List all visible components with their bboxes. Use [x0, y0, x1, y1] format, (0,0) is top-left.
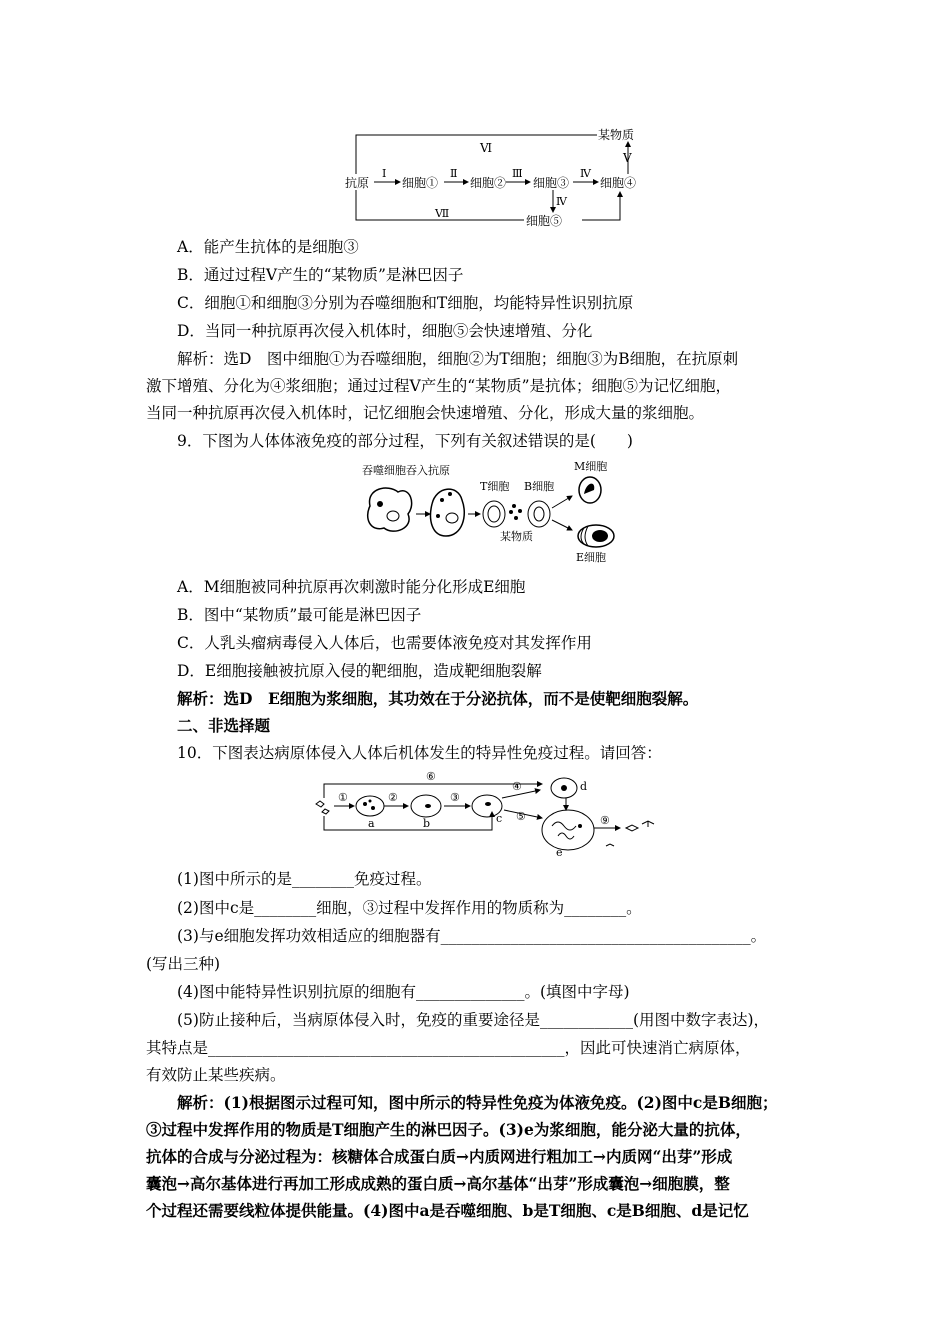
q8-explanation-line3: 当同一种抗原再次侵入机体时，记忆细胞会快速增殖、分化，形成大量的浆细胞。: [146, 404, 705, 422]
q8-explanation-line2: 激下增殖、分化为④浆细胞；通过过程Ⅴ产生的“某物质”是抗体；细胞⑤为记忆细胞，: [146, 377, 732, 395]
q9-option-b: B．图中“某物质”最可能是淋巴因子: [177, 606, 422, 624]
antigen-label: 抗原: [345, 176, 370, 190]
figure-immune-process-1: [340, 122, 650, 232]
cell2-label: 细胞②: [470, 176, 507, 190]
q8-option-a: A．能产生抗体的是细胞③: [177, 238, 359, 256]
roman-iv-down: Ⅳ: [556, 195, 567, 208]
figure-specific-immunity: [310, 768, 680, 860]
q10-explanation-line1: 解析：(1)根据图示过程可知，图中所示的特异性免疫为体液免疫。(2)图中c是B细胞；: [177, 1093, 778, 1112]
cell1-label: 细胞①: [402, 176, 439, 190]
q9-explanation: 解析：选D E细胞为浆细胞，其功效在于分泌抗体，而不是使靶细胞裂解。: [177, 689, 699, 708]
roman-ii: Ⅱ: [450, 167, 458, 180]
q8-option-b: B．通过过程Ⅴ产生的“某物质”是淋巴因子: [177, 266, 464, 284]
q9-option-d: D．E细胞接触被抗原入侵的靶细胞，造成靶细胞裂解: [177, 662, 542, 680]
q10-sub3: (3)与e细胞发挥功效相适应的细胞器有________________________________________。: [177, 927, 767, 945]
step-4-label: ④: [512, 780, 522, 793]
step-9-label: ⑨: [600, 814, 610, 827]
q10-sub5: (5)防止接种后，当病原体侵入时，免疫的重要途径是____________(用图中数字表达)，: [177, 1011, 770, 1029]
step-6-label: ⑥: [426, 770, 436, 783]
roman-v: Ⅴ: [623, 151, 632, 165]
q9-stem: 9．下图为人体体液免疫的部分过程，下列有关叙述错误的是( ): [177, 432, 633, 450]
q8-option-c: C．细胞①和细胞③分别为吞噬细胞和T细胞，均能特异性识别抗原: [177, 294, 634, 312]
q10-explanation-line3: 抗体的合成与分泌过程为：核糖体合成蛋白质→内质网进行粗加工→内质网“出芽”形成: [146, 1147, 733, 1166]
roman-vi: Ⅵ: [480, 141, 493, 155]
step-3-label: ③: [450, 791, 460, 804]
q10-explanation-line4: 囊泡→高尔基体进行再加工形成成熟的蛋白质→高尔基体“出芽”形成囊泡→细胞膜，整: [146, 1174, 730, 1193]
cell4-label: 细胞④: [600, 176, 637, 190]
q9-option-a: A．M细胞被同种抗原再次刺激时能分化形成E细胞: [177, 578, 526, 596]
q10-sub4: (4)图中能特异性识别抗原的细胞有______________。(填图中字母): [177, 983, 630, 1001]
q10-stem: 10．下图表达病原体侵入人体后机体发生的特异性免疫过程。请回答：: [177, 744, 662, 762]
q10-explanation-line5: 个过程还需要线粒体提供能量。(4)图中a是吞噬细胞、b是T细胞、c是B细胞、d是记忆: [146, 1201, 749, 1220]
q8-option-d: D．当同一种抗原再次侵入机体时，细胞⑤会快速增殖、分化: [177, 322, 593, 340]
q9-option-c: C．人乳头瘤病毒侵入人体后，也需要体液免疫对其发挥作用: [177, 634, 592, 652]
e-cell-label: E细胞: [576, 551, 607, 564]
label-b: b: [423, 817, 431, 830]
cell3-label: 细胞③: [533, 176, 570, 190]
t-cell-label: T细胞: [480, 480, 510, 493]
q10-sub5-line2: 其特点是______________________________________________，因此可快速消亡病原体，: [146, 1039, 751, 1057]
section-heading: 二、非选择题: [177, 716, 271, 735]
q10-sub3-note: (写出三种): [146, 955, 221, 973]
roman-i: Ⅰ: [382, 167, 387, 180]
m-cell-label: M细胞: [574, 460, 608, 473]
q10-explanation-line2: ③过程中发挥作用的物质是T细胞产生的淋巴因子。(3)e为浆细胞，能分泌大量的抗体，: [146, 1120, 751, 1139]
label-d: d: [580, 780, 588, 793]
phagocyte-label: 吞噬细胞吞入抗原: [362, 464, 450, 477]
step-5-label: ⑤: [516, 810, 526, 823]
label-c: c: [496, 812, 503, 825]
substance-label: 某物质: [500, 530, 533, 543]
step-2-label: ②: [388, 791, 398, 804]
roman-vii: Ⅶ: [435, 207, 450, 220]
label-e: e: [556, 846, 563, 859]
q10-sub1: (1)图中所示的是________免疫过程。: [177, 870, 432, 888]
q10-sub5-line3: 有效防止某些疾病。: [146, 1066, 286, 1084]
roman-iv: Ⅳ: [580, 167, 591, 180]
figure-humoral-immunity: [358, 456, 628, 566]
substance-label: 某物质: [598, 128, 635, 142]
label-a: a: [368, 817, 375, 830]
step-1-label: ①: [338, 791, 348, 804]
q8-explanation-line1: 解析：选D 图中细胞①为吞噬细胞，细胞②为T细胞；细胞③为B细胞，在抗原刺: [177, 350, 739, 368]
roman-iii: Ⅲ: [512, 167, 523, 180]
b-cell-label: B细胞: [524, 480, 555, 493]
cell5-label: 细胞⑤: [526, 214, 563, 228]
q10-sub2: (2)图中c是________细胞，③过程中发挥作用的物质称为________。: [177, 899, 642, 917]
